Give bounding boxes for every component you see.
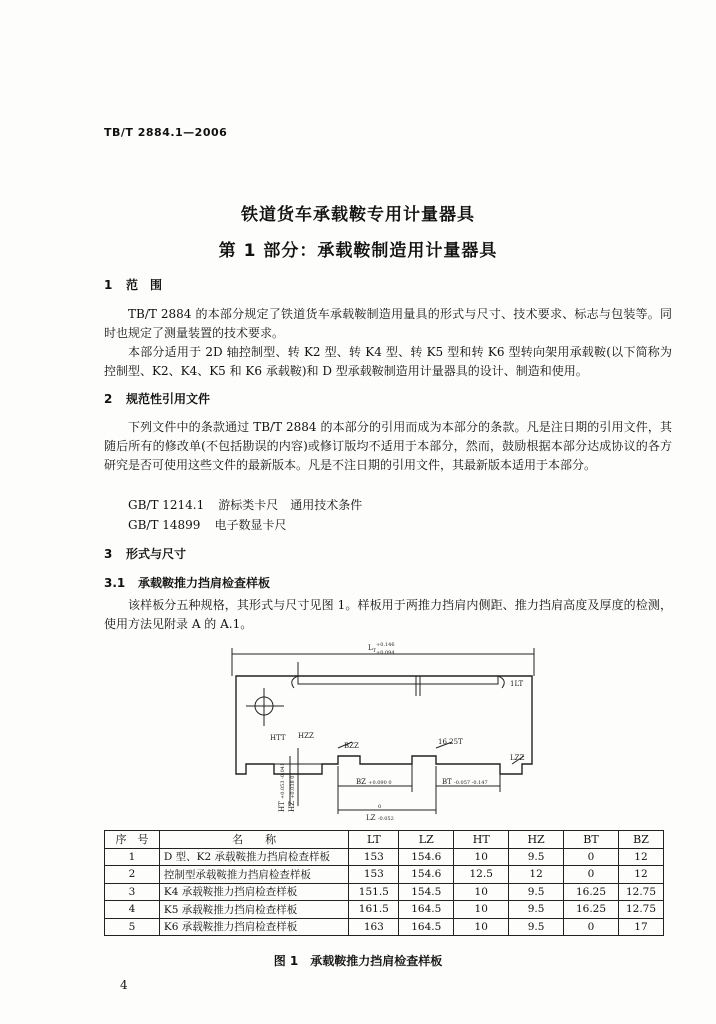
table-row <box>105 918 664 936</box>
table-cell: 10 <box>454 883 509 901</box>
bzz-label: BZZ <box>344 742 359 750</box>
table-header-cell: 序 号 <box>105 831 160 849</box>
table-cell: 10 <box>454 848 509 866</box>
bz-dimension-label: BZ +0.090 0 <box>356 778 392 786</box>
table-cell: 0 <box>564 866 619 884</box>
table-header-row <box>105 831 664 849</box>
table-cell: 10 <box>454 901 509 919</box>
section-3-1-heading <box>104 574 270 591</box>
section-number: 3.1 <box>104 576 126 590</box>
table-cell: 154.5 <box>399 883 454 901</box>
section-3-heading <box>104 545 186 562</box>
table-cell: 0 <box>564 848 619 866</box>
lt-dimension-label: $L_T^{+0.146}$ <box>368 642 395 654</box>
standard-number: TB/T 2884.1—2006 <box>104 126 228 139</box>
paragraph: TB/T 2884 的本部分规定了铁道货车承载鞍制造用量具的形式与尺寸、技术要求、标志与包装等。同时也规定了测量装置的技术要求。 <box>104 307 672 340</box>
figure-caption: 图 1 承载鞍推力挡肩检查样板 <box>273 954 443 968</box>
bt-dimension-label: BT -0.057 -0.147 <box>442 778 488 786</box>
table-cell: K6 承载鞍推力挡肩检查样板 <box>159 918 348 936</box>
section-number: 3 <box>104 547 113 561</box>
table-cell: 1 <box>105 848 160 866</box>
page-number: 4 <box>120 978 128 992</box>
lz-dimension-label: LZ -0.052 <box>366 814 394 822</box>
table-cell: 12.75 <box>618 883 663 901</box>
section-number: 2 <box>104 392 113 406</box>
paragraph: 下列文件中的条款通过 TB/T 2884 的本部分的引用而成为本部分的条款。凡是注日期的引用文件，其随后所有的修改单(不包括勘误的内容)或修订版均不适用于本部分，然而，鼓励根据本部分达成协议的各方研究是否可使用这些文件的最新版本。凡是不注日期的引用文件，其最新版本适用于本部分。 <box>104 420 672 472</box>
table-cell: 153 <box>349 866 399 884</box>
table-cell: 12 <box>509 866 564 884</box>
table-row <box>105 901 664 919</box>
table-cell: 3 <box>105 883 160 901</box>
table-cell: D 型、K2 承载鞍推力挡肩检查样板 <box>159 848 348 866</box>
document-subtitle: 第 1 部分：承载鞍制造用计量器具 <box>218 241 498 261</box>
table-cell: 154.6 <box>399 848 454 866</box>
table-row <box>105 866 664 884</box>
table-cell: 5 <box>105 918 160 936</box>
table-cell: 154.6 <box>399 866 454 884</box>
ht-dimension-label: HT +0.053 -0.041 <box>278 762 286 812</box>
hz-dimension-label: HZ +0.038 0 <box>288 775 296 812</box>
table-header-cell: HZ <box>509 831 564 849</box>
table-cell: 16.25 <box>564 901 619 919</box>
gauge-drawing <box>226 636 546 826</box>
table-cell: 12 <box>618 866 663 884</box>
table-cell: 9.5 <box>509 901 564 919</box>
spec-table <box>104 830 664 936</box>
table-cell: 164.5 <box>399 918 454 936</box>
paragraph: 该样板分五种规格，其形式与尺寸见图 1。样板用于两推力挡肩内侧距、推力挡肩高度及厚度的检测，使用方法见附录 A 的 A.1。 <box>104 598 672 631</box>
lt-tag: 1LT <box>510 680 524 688</box>
table-header-cell: 名 称 <box>159 831 348 849</box>
table-header-cell: HT <box>454 831 509 849</box>
t1625-label: 16.25T <box>438 738 463 746</box>
table-header-cell: LZ <box>399 831 454 849</box>
table-cell: 10 <box>454 918 509 936</box>
table-header-cell: LT <box>349 831 399 849</box>
table-cell: 12.75 <box>618 901 663 919</box>
slot-fillet <box>498 676 504 688</box>
table-header-cell: BZ <box>618 831 663 849</box>
table-cell: 9.5 <box>509 918 564 936</box>
section-2-body <box>104 418 672 475</box>
table-cell: 17 <box>618 918 663 936</box>
table-cell: 9.5 <box>509 848 564 866</box>
table-cell: 163 <box>349 918 399 936</box>
table-cell: 2 <box>105 866 160 884</box>
table-row <box>105 848 664 866</box>
reference-code: GB/T 1214.1 <box>128 498 205 512</box>
table-header-cell: BT <box>564 831 619 849</box>
table-cell: 12.5 <box>454 866 509 884</box>
reference-code: GB/T 14899 <box>128 518 201 532</box>
section-1-body <box>104 305 672 381</box>
htt-label: HTT <box>270 734 286 742</box>
reference-item <box>128 516 300 533</box>
table-cell: 4 <box>105 901 160 919</box>
section-title: 承载鞍推力挡肩检查样板 <box>138 576 271 590</box>
paragraph: 本部分适用于 2D 轴控制型、转 K2 型、转 K4 型、转 K5 型和转 K6 型转向架用承载鞍(以下简称为控制型、K2、K4、K5 和 K6 承载鞍)和 D 型承载鞍制造用计量器具的设计、制造和使用。 <box>104 345 672 378</box>
slot-fillet <box>292 676 298 688</box>
table-cell: 151.5 <box>349 883 399 901</box>
reference-item <box>128 496 376 513</box>
section-number: 1 <box>104 278 113 292</box>
table-cell: K5 承载鞍推力挡肩检查样板 <box>159 901 348 919</box>
section-3-1-body <box>104 596 672 634</box>
section-title: 形式与尺寸 <box>126 547 187 561</box>
table-cell: 153 <box>349 848 399 866</box>
lzz-label: LZZ <box>510 754 525 762</box>
table-cell: 12 <box>618 848 663 866</box>
section-title: 规范性引用文件 <box>126 392 211 406</box>
table-cell: K4 承载鞍推力挡肩检查样板 <box>159 883 348 901</box>
table-cell: 161.5 <box>349 901 399 919</box>
lt-tolerance-lower: +0.094 <box>376 650 395 656</box>
lz-tolerance-upper: 0 <box>378 804 382 810</box>
document-title: 铁道货车承载鞍专用计量器具 <box>241 205 475 225</box>
reference-name: 游标类卡尺 通用技术条件 <box>218 498 363 512</box>
table-cell: 0 <box>564 918 619 936</box>
table-cell: 164.5 <box>399 901 454 919</box>
section-1-heading <box>104 276 162 293</box>
section-2-heading <box>104 390 210 407</box>
top-slot <box>298 676 498 684</box>
plate-outline <box>236 676 532 774</box>
table-cell: 9.5 <box>509 883 564 901</box>
table-cell: 控制型承载鞍推力挡肩检查样板 <box>159 866 348 884</box>
table-cell: 16.25 <box>564 883 619 901</box>
table-row <box>105 883 664 901</box>
reference-name: 电子数显卡尺 <box>214 518 287 532</box>
section-title: 范 围 <box>126 278 163 292</box>
hzz-label: HZZ <box>298 732 314 740</box>
